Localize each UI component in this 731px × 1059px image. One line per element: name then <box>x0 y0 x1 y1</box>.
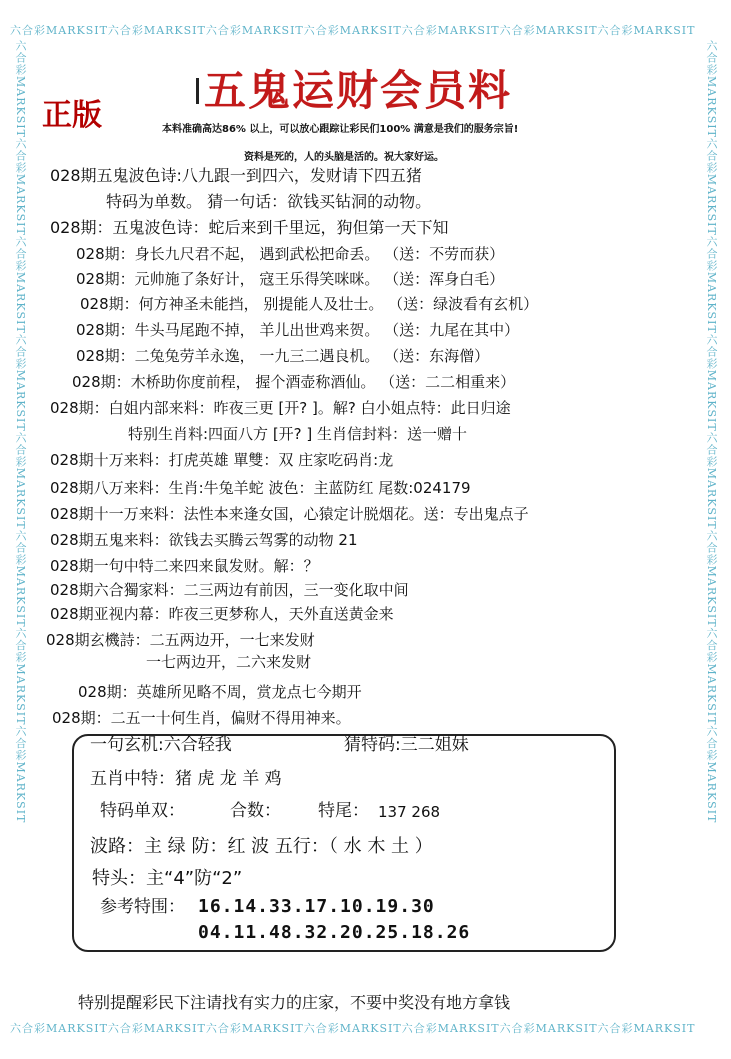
watermark-bottom: 六合彩MARKSIT六合彩MARKSIT六合彩MARKSIT六合彩MARKSIT六合彩MARKSIT六合彩MARKSIT六合彩MARKSIT <box>10 1022 696 1035</box>
sum-label: 合数： <box>230 801 281 821</box>
list-item: 028期：白姐内部来料：昨夜三更 [开? ]。解? 白小姐点特：此日归途 <box>50 399 511 417</box>
list-item: 028期：何方神圣未能挡， 别提能人及壮士。 （送：绿波看有玄机） <box>80 295 539 313</box>
reference-numbers-2: 04.11.48.32.20.25.18.26 <box>198 922 471 943</box>
list-item: 028期五鬼来料：欲钱去买腾云驾雾的动物 21 <box>50 531 358 549</box>
five-zodiac-line: 五肖中特：猪 虎 龙 羊 鸡 <box>90 769 282 789</box>
title-divider <box>196 78 199 104</box>
tail-label: 特尾： <box>318 801 369 821</box>
watermark-right: 六合彩MARKSIT六合彩MARKSIT六合彩MARKSIT六合彩MARKSIT六合彩MARKSIT六合彩MARKSIT六合彩MARKSIT六合彩MARKSIT <box>705 40 718 824</box>
list-item: 028期八万来料：生肖:牛兔羊蛇 波色：主蓝防红 尾数:024179 <box>50 479 471 497</box>
list-item: 一七两边开，二六来发财 <box>146 653 312 671</box>
list-item: 028期玄機詩：二五两边开，一七来发财 <box>46 631 315 649</box>
accuracy-notice: 本料准确高达86% 以上，可以放心跟踪让彩民们100% 满意是我们的服务宗旨! <box>162 124 519 135</box>
tail-values: 137 268 <box>378 803 441 821</box>
footer-warning: 特别提醒彩民下注请找有实力的庄家，不要中奖没有地方拿钱 <box>78 993 511 1012</box>
list-item: 028期：元帅施了条好计， 寇王乐得笑咪咪。 （送：浑身白毛） <box>76 270 505 288</box>
list-item: 028期五鬼波色诗:八九跟一到四六，发财请下四五猪 <box>50 166 422 185</box>
list-item: 028期一句中特二来四来鼠发财。解：？ <box>50 557 319 575</box>
reference-label: 参考特围： <box>100 897 185 917</box>
list-item: 028期亚视内幕：昨夜三更梦称人，天外直送黄金来 <box>50 605 394 623</box>
luck-notice: 资料是死的，人的头脑是活的。祝大家好运。 <box>244 152 444 163</box>
odd-even-label: 特码单双： <box>100 801 185 821</box>
list-item: 028期：身长九尺君不起， 遇到武松把命丢。 （送：不劳而获） <box>76 245 505 263</box>
head-line: 特头：主“4”防“2” <box>92 868 243 889</box>
list-item: 028期十万来料：打虎英雄 單雙：双 庄家吃码肖:龙 <box>50 451 394 469</box>
list-item: 特别生肖料:四面八方 [开? ] 生肖信封料：送一赠十 <box>128 425 468 443</box>
page-title: 五鬼运财会员料 <box>204 66 513 115</box>
watermark-top: 六合彩MARKSIT六合彩MARKSIT六合彩MARKSIT六合彩MARKSIT六合彩MARKSIT六合彩MARKSIT六合彩MARKSIT <box>10 24 696 37</box>
list-item: 028期：五鬼波色诗：蛇后来到千里远，狗但第一天下知 <box>50 218 449 237</box>
list-item: 028期六合獨家料：二三两边有前因，三一变化取中间 <box>50 581 409 599</box>
list-item: 特码为单数。 猜一句话：欲钱买钻洞的动物。 <box>106 192 432 211</box>
list-item: 028期：英雄所见略不周，赏龙点七今期开 <box>78 683 362 701</box>
riddle-line: 一句玄机:六合轻我 <box>90 735 232 755</box>
wave-element-line: 波路：主 绿 防：红 波 五行：（ 水 木 土 ） <box>90 836 433 857</box>
list-item: 028期：木桥助你度前程， 握个酒壶称酒仙。 （送：二二相重来） <box>72 373 516 391</box>
watermark-left: 六合彩MARKSIT六合彩MARKSIT六合彩MARKSIT六合彩MARKSIT六合彩MARKSIT六合彩MARKSIT六合彩MARKSIT六合彩MARKSIT <box>14 40 27 824</box>
list-item: 028期：牛头马尾跑不掉， 羊儿出世鸡来贺。 （送：九尾在其中） <box>76 321 520 339</box>
list-item: 028期十一万来料：法性本来逢女国，心猿定计脱烟花。送：专出鬼点子 <box>50 505 529 523</box>
reference-numbers-1: 16.14.33.17.10.19.30 <box>198 896 435 917</box>
guess-code-line: 猜特码:三二姐妹 <box>344 735 469 755</box>
list-item: 028期：二兔兔劳羊永逸， 一九三二遇良机。 （送：东海僧） <box>76 347 490 365</box>
genuine-stamp: 正版 <box>42 98 102 133</box>
list-item: 028期：二五一十何生肖，偏财不得用神来。 <box>52 709 351 727</box>
